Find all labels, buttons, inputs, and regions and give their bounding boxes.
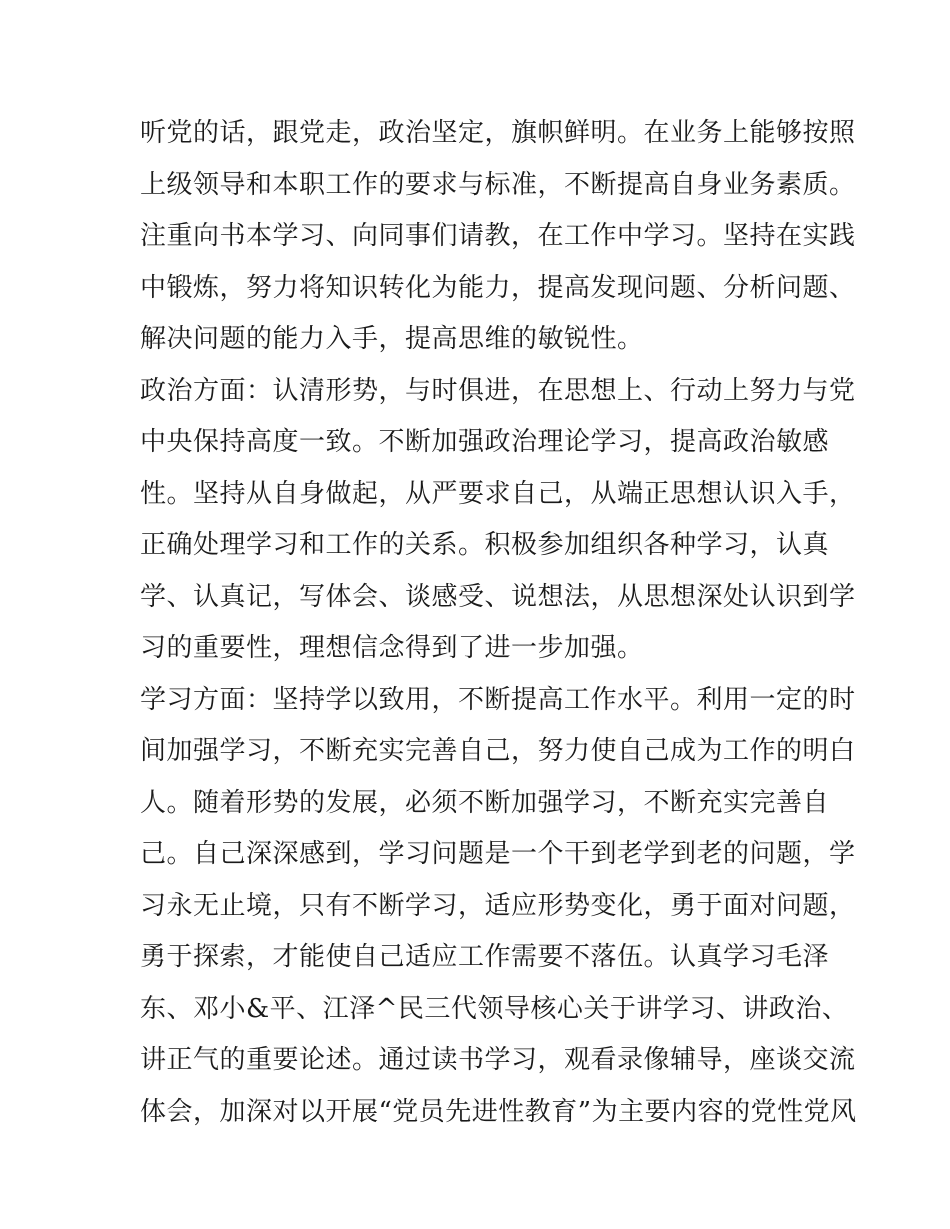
text-line: 中央保持高度一致。不断加强政治理论学习，提高政治敏感 xyxy=(140,427,830,457)
text-line: 正确处理学习和工作的关系。积极参加组织各种学习，认真 xyxy=(140,530,830,560)
text-line: 体会，加深对以开展“党员先进性教育”为主要内容的党性党风 xyxy=(140,1096,857,1127)
text-line: 学、认真记，写体会、谈感受、说想法，从思想深处认识到学 xyxy=(140,581,856,612)
body-text xyxy=(140,108,857,1138)
text-line: 解决问题的能力入手，提高思维的敏锐性。 xyxy=(140,324,644,354)
text-line: 人。随着形势的发展，必须不断加强学习，不断充实完善自 xyxy=(140,787,830,818)
text-line: 讲正气的重要论述。通过读书学习，观看录像辅导，座谈交流 xyxy=(140,1045,856,1075)
text-line: 习的重要性，理想信念得到了进一步加强。 xyxy=(140,633,644,663)
text-line: 己。自己深深感到，学习问题是一个干到老学到老的问题，学 xyxy=(140,839,856,869)
text-line: 性。坚持从自身做起，从严要求自己，从端正思想认识入手， xyxy=(140,478,856,509)
text-line: 学习方面：坚持学以致用，不断提高工作水平。利用一定的时 xyxy=(140,684,856,715)
text-line: 习永无止境，只有不断学习，适应形势变化，勇于面对问题， xyxy=(140,890,856,921)
text-line: 注重向书本学习、向同事们请教，在工作中学习。坚持在实践 xyxy=(140,221,856,251)
text-line: 间加强学习，不断充实完善自己，努力使自己成为工作的明白 xyxy=(140,736,856,766)
text-line: 东、邓小&平、江泽^民三代领导核心关于讲学习、讲政治、 xyxy=(140,993,849,1024)
text-line: 政治方面：认清形势，与时俱进，在思想上、行动上努力与党 xyxy=(140,375,856,406)
text-line: 上级领导和本职工作的要求与标准，不断提高自身业务素质。 xyxy=(140,169,856,200)
text-line: 勇于探索，才能使自己适应工作需要不落伍。认真学习毛泽 xyxy=(140,942,830,972)
text-line: 中锻炼，努力将知识转化为能力，提高发现问题、分析问题、 xyxy=(140,272,856,303)
text-line: 听党的话，跟党走，政治坚定，旗帜鲜明。在业务上能够按照 xyxy=(140,118,856,148)
